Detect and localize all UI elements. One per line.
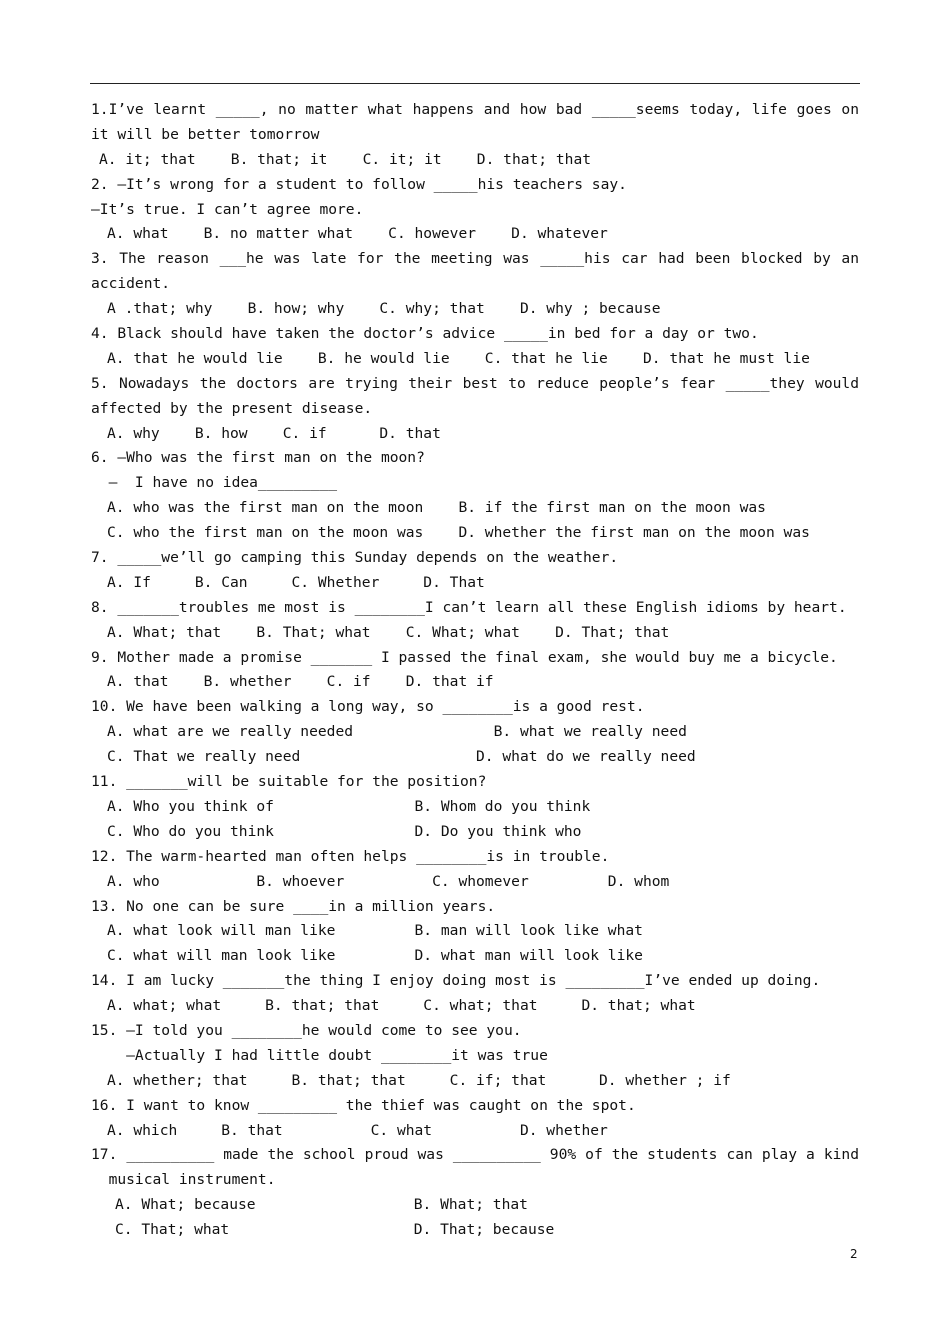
question-3-line-1: 3. The reason ___he was late for the meeting was _____his car had been blocked by an — [91, 250, 859, 268]
question-5-line-1: 5. Nowadays the doctors are trying their best to reduce people’s fear _____they would — [91, 374, 859, 392]
question-16-line-1: 16. I want to know _________ the thief was caught on the spot. — [91, 1096, 636, 1114]
question-12-line-1: 12. The warm-hearted man often helps ________is in trouble. — [91, 847, 610, 865]
question-9-line-1: 9. Mother made a promise _______ I passed the final exam, she would buy me a bicycle. — [91, 648, 838, 666]
question-11-options-1: A. Who you think of B. Whom do you think — [107, 797, 591, 815]
question-3-line-2: accident. — [91, 275, 171, 293]
question-2-line-1: 2. —It’s wrong for a student to follow _____his teachers say. — [91, 175, 627, 193]
question-13-line-1: 13. No one can be sure ____in a million years. — [91, 897, 496, 915]
question-13-options-1: A. what look will man like B. man will look like what — [107, 922, 643, 940]
question-2-line-2: —It’s true. I can’t agree more. — [91, 200, 364, 218]
question-6 — [91, 446, 859, 546]
question-8-line-1: 8. _______troubles me most is ________I can’t learn all these English idioms by heart. — [91, 598, 847, 616]
question-14 — [91, 969, 859, 1019]
question-10-line-1: 10. We have been walking a long way, so ________is a good rest. — [91, 698, 645, 716]
question-10-options-1: A. what are we really needed B. what we really need — [107, 723, 687, 741]
question-17-line-1: 17. __________ made the school proud was __________ 90% of the students can play a kind — [91, 1146, 859, 1164]
question-10 — [91, 695, 859, 770]
question-6-line-1: 6. —Who was the first man on the moon? — [91, 449, 425, 467]
question-10-options-2: C. That we really need D. what do we really need — [107, 748, 696, 766]
question-7-line-1: 7. _____we’ll go camping this Sunday depends on the weather. — [91, 549, 619, 567]
question-3 — [91, 247, 859, 322]
question-1-line-2: it will be better tomorrow — [91, 125, 320, 143]
question-4 — [91, 322, 859, 372]
question-15-line-1: 15. —I told you ________he would come to see you. — [91, 1021, 522, 1039]
question-14-options: A. what; what B. that; that C. what; that D. that; what — [107, 997, 696, 1015]
question-13-options-2: C. what will man look like D. what man will look like — [107, 947, 643, 965]
question-17-options-1: A. What; because B. What; that — [115, 1196, 528, 1214]
question-15-line-2: —Actually I had little doubt ________it was true — [91, 1046, 548, 1064]
question-14-line-1: 14. I am lucky _______the thing I enjoy doing most is _________I’ve ended up doing. — [91, 972, 821, 990]
question-11-options-2: C. Who do you think D. Do you think who — [107, 822, 582, 840]
question-1-line-1: 1.I’ve learnt _____, no matter what happens and how bad _____seems today, life goes on — [91, 101, 859, 118]
question-5-options: A. why B. how C. if D. that — [107, 424, 441, 442]
question-8 — [91, 596, 859, 646]
question-8-options: A. What; that B. That; what C. What; what D. That; that — [107, 623, 670, 641]
question-list — [91, 98, 859, 1243]
question-15-options: A. whether; that B. that; that C. if; that D. whether ; if — [107, 1071, 731, 1089]
question-16-options: A. which B. that C. what D. whether — [107, 1121, 608, 1139]
question-6-line-2: — I have no idea_________ — [91, 474, 338, 492]
question-15 — [91, 1019, 859, 1094]
page-number: 2 — [850, 1247, 858, 1261]
question-16 — [91, 1094, 859, 1144]
top-rule — [90, 83, 860, 84]
question-17 — [91, 1143, 859, 1243]
question-3-options: A .that; why B. how; why C. why; that D. why ; because — [107, 300, 661, 318]
question-12-options: A. who B. whoever C. whomever D. whom — [107, 872, 670, 890]
question-9-options: A. that B. whether C. if D. that if — [107, 673, 494, 691]
question-17-line-2: musical instrument. — [91, 1171, 276, 1189]
question-1 — [91, 98, 859, 173]
question-2 — [91, 173, 859, 248]
question-4-options: A. that he would lie B. he would lie C. that he lie D. that he must lie — [107, 349, 810, 367]
question-7-options: A. If B. Can C. Whether D. That — [107, 573, 485, 591]
question-13 — [91, 895, 859, 970]
question-5 — [91, 372, 859, 447]
question-12 — [91, 845, 859, 895]
question-2-options: A. what B. no matter what C. however D. whatever — [107, 225, 608, 243]
question-17-options-2: C. That; what D. That; because — [115, 1221, 555, 1239]
question-5-line-2: affected by the present disease. — [91, 399, 373, 417]
question-11-line-1: 11. _______will be suitable for the position? — [91, 773, 487, 791]
question-1-options: A. it; that B. that; it C. it; it D. that; that — [99, 150, 592, 168]
question-6-options-2: C. who the first man on the moon was D. whether the first man on the moon was — [107, 524, 810, 542]
question-9 — [91, 646, 859, 696]
question-11 — [91, 770, 859, 845]
question-4-line-1: 4. Black should have taken the doctor’s advice _____in bed for a day or two. — [91, 325, 759, 343]
question-6-options-1: A. who was the first man on the moon B. if the first man on the moon was — [107, 499, 766, 517]
question-7 — [91, 546, 859, 596]
